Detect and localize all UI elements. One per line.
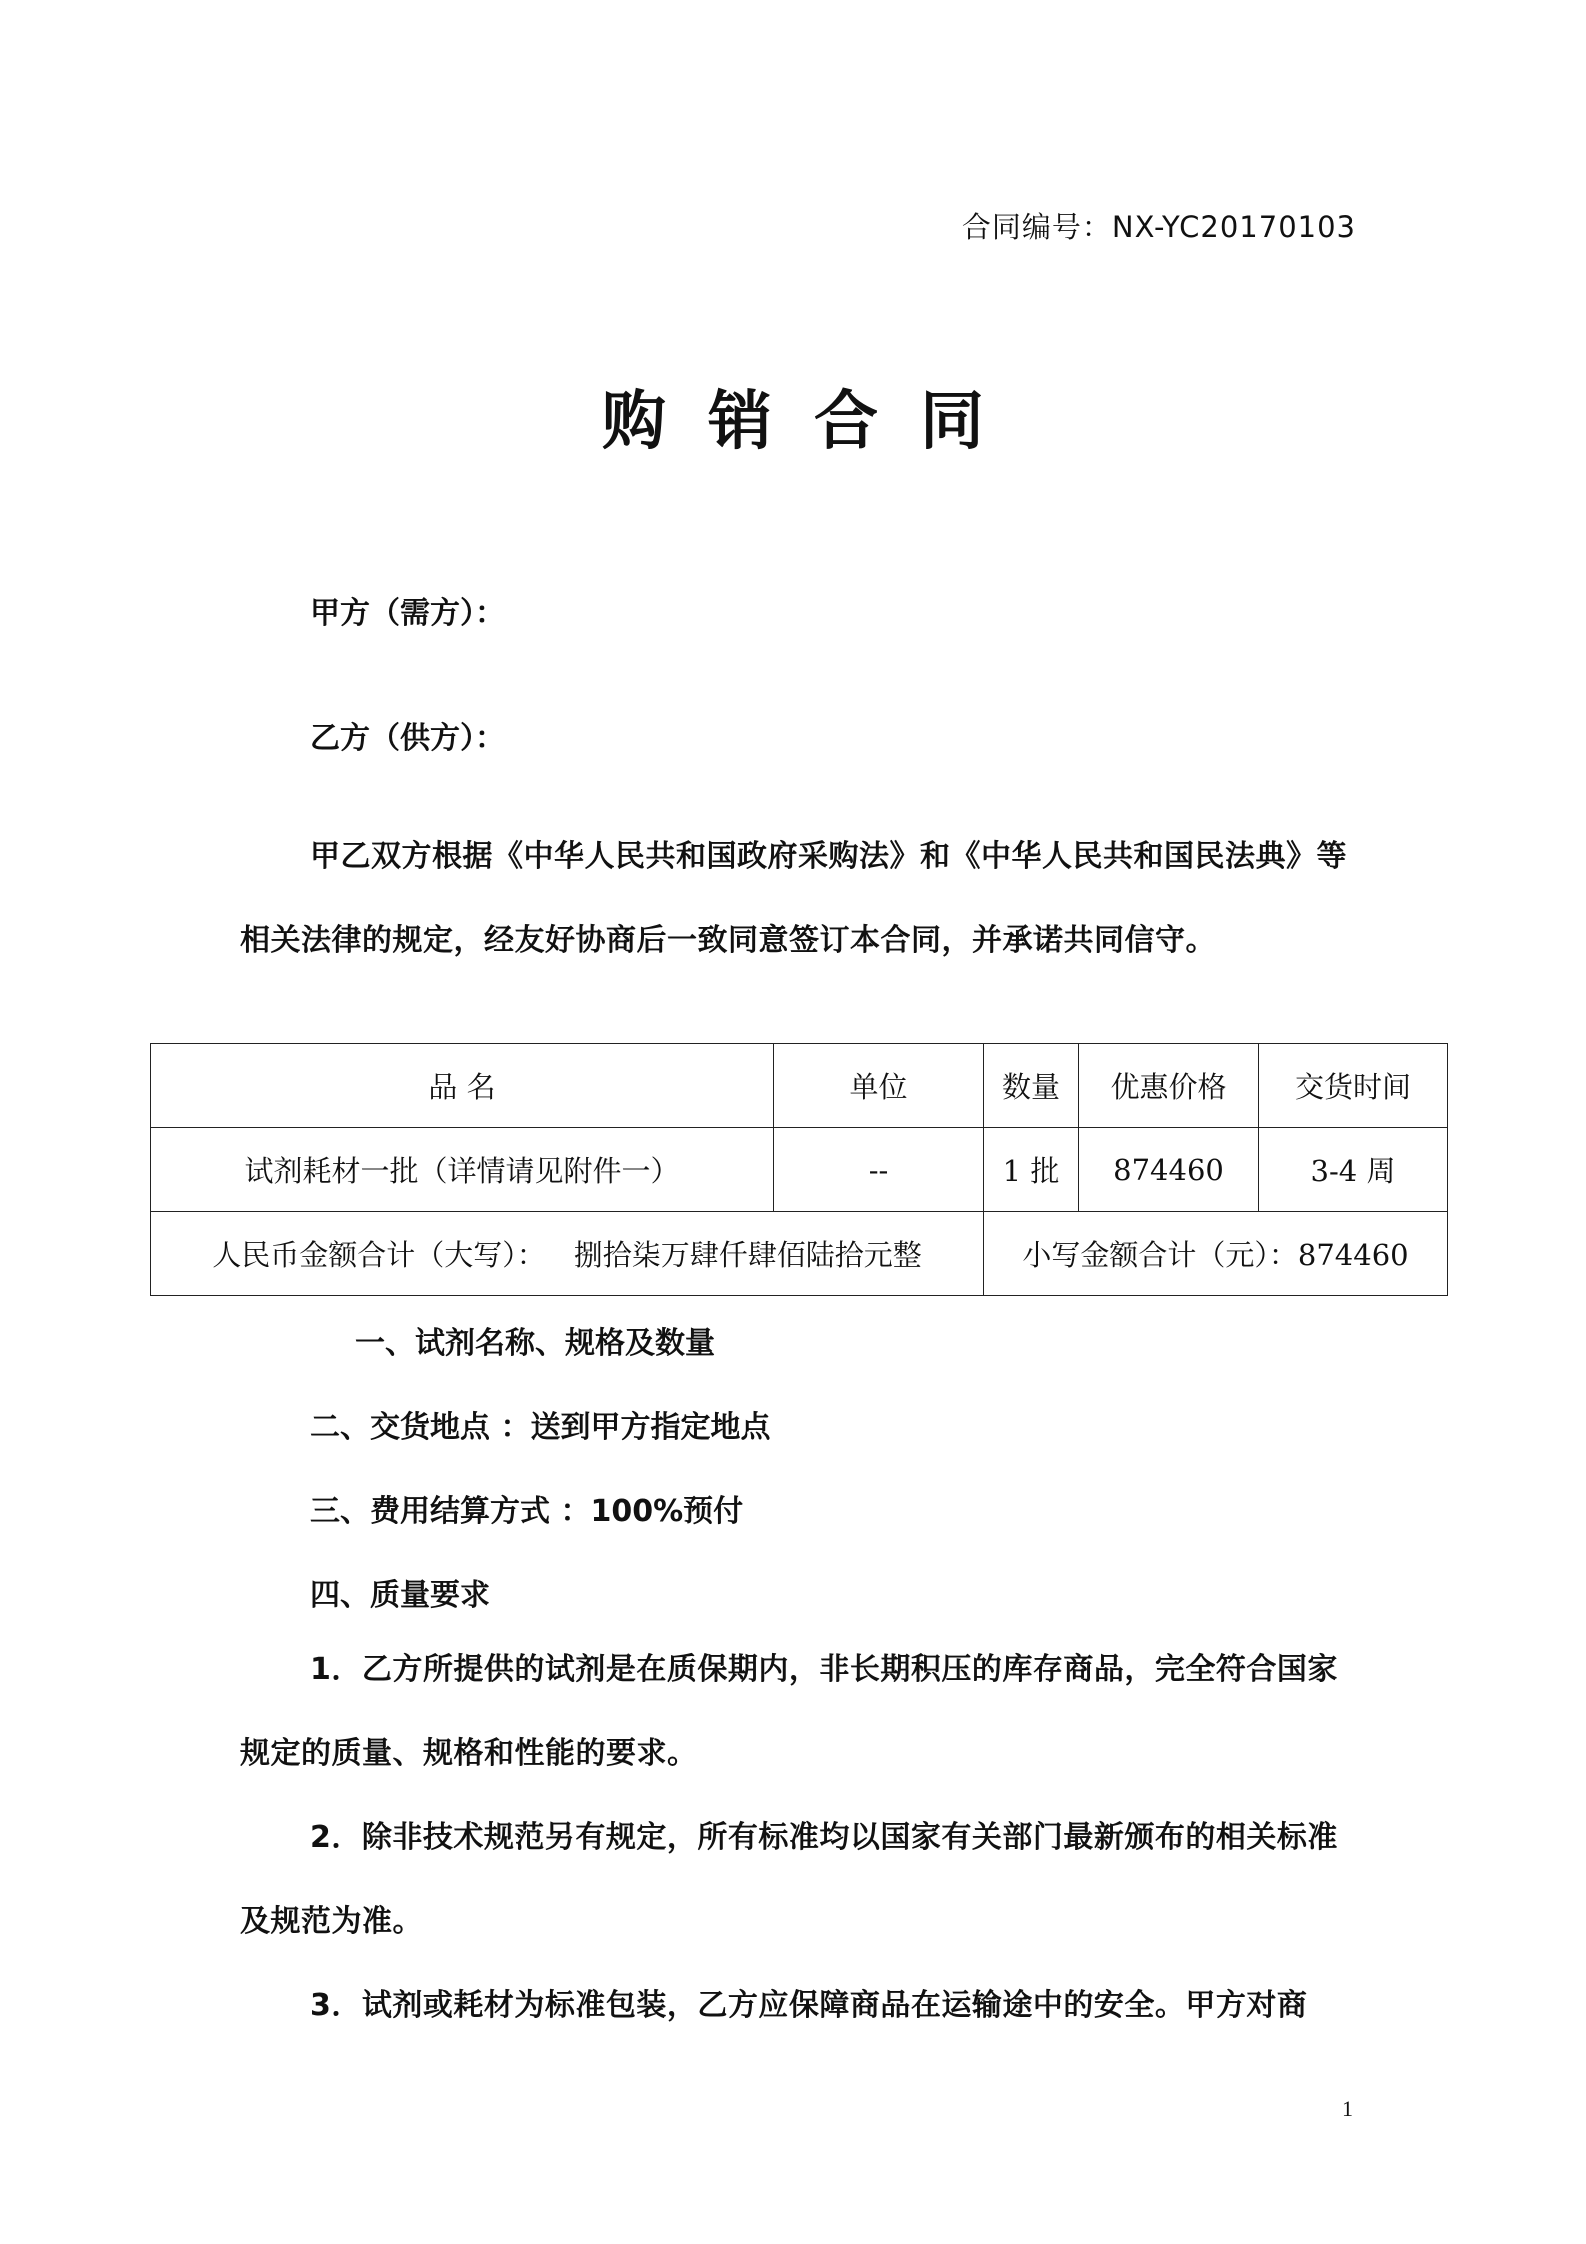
goods-table [150,1043,1448,1296]
table-total-row [151,1212,1448,1296]
cell-quantity: 1 批 [984,1128,1079,1212]
page-number: 1 [1342,2096,1353,2121]
section-4-heading: 四、质量要求 [310,1578,490,1613]
table-row [151,1128,1448,1212]
total-upper-label: 人民币金额合计（大写）： [212,1238,546,1272]
section-1-heading: 一、试剂名称、规格及数量 [355,1326,715,1361]
table-header-row [151,1044,1448,1128]
contract-number: 合同编号：NX-YC20170103 [961,210,1356,244]
total-upper-cell [151,1212,984,1296]
clause-3: 3．试剂或耗材为标准包装，乙方应保障商品在运输途中的安全。甲方对商 [310,1988,1308,2023]
clause-2: 2．除非技术规范另有规定，所有标准均以国家有关部门最新颁布的相关标准及规范为准。 [240,1820,1338,1939]
cell-delivery-time: 3-4 周 [1259,1128,1448,1212]
clause-1: 1．乙方所提供的试剂是在质保期内，非长期积压的库存商品，完全符合国家规定的质量、规格和性能的要求。 [240,1652,1338,1771]
header-delivery-time: 交货时间 [1259,1044,1448,1128]
header-unit: 单位 [774,1044,984,1128]
section-2-heading: 二、交货地点 ：送到甲方指定地点 [310,1410,771,1445]
header-product-name: 品 名 [151,1044,774,1128]
cell-price: 874460 [1079,1128,1259,1212]
section-3-heading: 三、费用结算方式 ：100%预付 [310,1494,744,1529]
cell-product-name: 试剂耗材一批（详情请见附件一） [151,1128,774,1212]
cell-unit: -- [774,1128,984,1212]
document-title: 购销合同 [602,385,1026,459]
header-quantity: 数量 [984,1044,1079,1128]
total-lower-cell: 小写金额合计（元）：874460 [984,1212,1448,1296]
party-b-label: 乙方（供方）： [310,721,505,756]
intro-paragraph: 甲乙双方根据《中华人民共和国政府采购法》和《中华人民共和国民法典》等相关法律的规定，经友好协商后一致同意签订本合同，并承诺共同信守。 [240,839,1347,958]
header-price: 优惠价格 [1079,1044,1259,1128]
total-upper-value: 捌拾柒万肆仟肆佰陆拾元整 [573,1238,922,1272]
party-a-label: 甲方（需方）： [310,596,505,631]
